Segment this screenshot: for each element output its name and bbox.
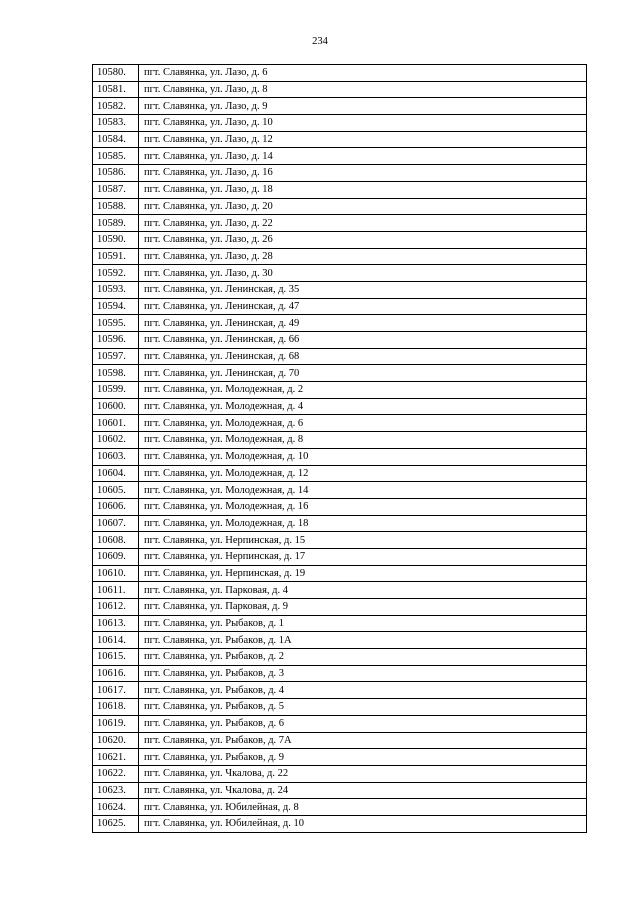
row-number: 10581. <box>93 81 139 98</box>
row-number: 10589. <box>93 215 139 232</box>
row-address: пгт. Славянка, ул. Ленинская, д. 68 <box>139 348 587 365</box>
row-address: пгт. Славянка, ул. Лазо, д. 28 <box>139 248 587 265</box>
row-address: пгт. Славянка, ул. Лазо, д. 20 <box>139 198 587 215</box>
row-number: 10583. <box>93 115 139 132</box>
row-number: 10625. <box>93 815 139 832</box>
row-address: пгт. Славянка, ул. Рыбаков, д. 4 <box>139 682 587 699</box>
row-number: 10603. <box>93 448 139 465</box>
address-table-body <box>93 65 587 833</box>
row-address: пгт. Славянка, ул. Ленинская, д. 70 <box>139 365 587 382</box>
table-row <box>93 465 587 482</box>
row-number: 10582. <box>93 98 139 115</box>
row-address: пгт. Славянка, ул. Лазо, д. 8 <box>139 81 587 98</box>
row-number: 10592. <box>93 265 139 282</box>
table-row <box>93 482 587 499</box>
row-address: пгт. Славянка, ул. Нерпинская, д. 19 <box>139 565 587 582</box>
row-number: 10623. <box>93 782 139 799</box>
row-number: 10621. <box>93 749 139 766</box>
row-address: пгт. Славянка, ул. Молодежная, д. 2 <box>139 382 587 399</box>
row-address: пгт. Славянка, ул. Ленинская, д. 35 <box>139 281 587 298</box>
table-row <box>93 248 587 265</box>
row-number: 10587. <box>93 181 139 198</box>
table-row <box>93 148 587 165</box>
row-number: 10590. <box>93 231 139 248</box>
row-number: 10602. <box>93 432 139 449</box>
row-number: 10622. <box>93 765 139 782</box>
row-address: пгт. Славянка, ул. Юбилейная, д. 10 <box>139 815 587 832</box>
row-number: 10620. <box>93 732 139 749</box>
row-number: 10610. <box>93 565 139 582</box>
row-number: 10613. <box>93 615 139 632</box>
table-row <box>93 732 587 749</box>
table-row <box>93 131 587 148</box>
page-number: 234 <box>312 36 328 47</box>
table-row <box>93 198 587 215</box>
row-address: пгт. Славянка, ул. Молодежная, д. 10 <box>139 448 587 465</box>
row-number: 10617. <box>93 682 139 699</box>
table-row <box>93 632 587 649</box>
row-address: пгт. Славянка, ул. Юбилейная, д. 8 <box>139 799 587 816</box>
row-address: пгт. Славянка, ул. Лазо, д. 22 <box>139 215 587 232</box>
row-address: пгт. Славянка, ул. Нерпинская, д. 17 <box>139 548 587 565</box>
table-row <box>93 382 587 399</box>
table-row <box>93 649 587 666</box>
row-number: 10611. <box>93 582 139 599</box>
row-address: пгт. Славянка, ул. Молодежная, д. 16 <box>139 498 587 515</box>
row-number: 10604. <box>93 465 139 482</box>
table-row <box>93 98 587 115</box>
row-address: пгт. Славянка, ул. Парковая, д. 4 <box>139 582 587 599</box>
row-address: пгт. Славянка, ул. Лазо, д. 14 <box>139 148 587 165</box>
row-address: пгт. Славянка, ул. Молодежная, д. 6 <box>139 415 587 432</box>
table-row <box>93 749 587 766</box>
row-number: 10580. <box>93 65 139 82</box>
row-number: 10596. <box>93 332 139 349</box>
row-address: пгт. Славянка, ул. Нерпинская, д. 15 <box>139 532 587 549</box>
table-row <box>93 515 587 532</box>
row-address: пгт. Славянка, ул. Рыбаков, д. 1А <box>139 632 587 649</box>
row-number: 10605. <box>93 482 139 499</box>
row-address: пгт. Славянка, ул. Лазо, д. 10 <box>139 115 587 132</box>
row-address: пгт. Славянка, ул. Рыбаков, д. 9 <box>139 749 587 766</box>
table-row <box>93 582 587 599</box>
table-row <box>93 265 587 282</box>
row-number: 10591. <box>93 248 139 265</box>
row-number: 10606. <box>93 498 139 515</box>
row-number: 10594. <box>93 298 139 315</box>
table-row <box>93 532 587 549</box>
row-number: 10584. <box>93 131 139 148</box>
row-number: 10614. <box>93 632 139 649</box>
row-number: 10616. <box>93 665 139 682</box>
table-row <box>93 432 587 449</box>
row-address: пгт. Славянка, ул. Молодежная, д. 18 <box>139 515 587 532</box>
row-address: пгт. Славянка, ул. Ленинская, д. 66 <box>139 332 587 349</box>
row-address: пгт. Славянка, ул. Лазо, д. 18 <box>139 181 587 198</box>
row-address: пгт. Славянка, ул. Рыбаков, д. 2 <box>139 649 587 666</box>
table-row <box>93 665 587 682</box>
row-number: 10585. <box>93 148 139 165</box>
row-address: пгт. Славянка, ул. Молодежная, д. 12 <box>139 465 587 482</box>
row-number: 10612. <box>93 599 139 616</box>
table-row <box>93 65 587 82</box>
row-number: 10597. <box>93 348 139 365</box>
row-number: 10609. <box>93 548 139 565</box>
row-number: 10588. <box>93 198 139 215</box>
table-row <box>93 281 587 298</box>
table-row <box>93 699 587 716</box>
row-address: пгт. Славянка, ул. Рыбаков, д. 1 <box>139 615 587 632</box>
table-row <box>93 799 587 816</box>
row-number: 10599. <box>93 382 139 399</box>
row-address: пгт. Славянка, ул. Рыбаков, д. 3 <box>139 665 587 682</box>
row-number: 10615. <box>93 649 139 666</box>
row-number: 10607. <box>93 515 139 532</box>
table-row <box>93 765 587 782</box>
row-number: 10601. <box>93 415 139 432</box>
table-row <box>93 715 587 732</box>
row-address: пгт. Славянка, ул. Молодежная, д. 4 <box>139 398 587 415</box>
table-row <box>93 298 587 315</box>
table-row <box>93 599 587 616</box>
table-row <box>93 165 587 182</box>
row-number: 10600. <box>93 398 139 415</box>
row-address: пгт. Славянка, ул. Парковая, д. 9 <box>139 599 587 616</box>
row-address: пгт. Славянка, ул. Лазо, д. 16 <box>139 165 587 182</box>
table-row <box>93 565 587 582</box>
table-row <box>93 348 587 365</box>
table-row <box>93 398 587 415</box>
row-address: пгт. Славянка, ул. Рыбаков, д. 6 <box>139 715 587 732</box>
address-table <box>92 64 587 833</box>
row-address: пгт. Славянка, ул. Ленинская, д. 49 <box>139 315 587 332</box>
row-address: пгт. Славянка, ул. Лазо, д. 12 <box>139 131 587 148</box>
row-address: пгт. Славянка, ул. Рыбаков, д. 7А <box>139 732 587 749</box>
row-address: пгт. Славянка, ул. Чкалова, д. 22 <box>139 765 587 782</box>
row-number: 10593. <box>93 281 139 298</box>
row-number: 10619. <box>93 715 139 732</box>
row-number: 10624. <box>93 799 139 816</box>
table-row <box>93 415 587 432</box>
row-number: 10586. <box>93 165 139 182</box>
table-row <box>93 615 587 632</box>
table-row <box>93 682 587 699</box>
table-row <box>93 498 587 515</box>
row-address: пгт. Славянка, ул. Лазо, д. 26 <box>139 231 587 248</box>
row-address: пгт. Славянка, ул. Ленинская, д. 47 <box>139 298 587 315</box>
table-row <box>93 815 587 832</box>
row-number: 10595. <box>93 315 139 332</box>
row-number: 10598. <box>93 365 139 382</box>
table-row <box>93 365 587 382</box>
row-address: пгт. Славянка, ул. Молодежная, д. 8 <box>139 432 587 449</box>
table-row <box>93 448 587 465</box>
table-row <box>93 332 587 349</box>
table-row <box>93 548 587 565</box>
row-address: пгт. Славянка, ул. Лазо, д. 6 <box>139 65 587 82</box>
row-address: пгт. Славянка, ул. Молодежная, д. 14 <box>139 482 587 499</box>
row-address: пгт. Славянка, ул. Лазо, д. 30 <box>139 265 587 282</box>
row-address: пгт. Славянка, ул. Чкалова, д. 24 <box>139 782 587 799</box>
table-row <box>93 782 587 799</box>
row-address: пгт. Славянка, ул. Лазо, д. 9 <box>139 98 587 115</box>
row-address: пгт. Славянка, ул. Рыбаков, д. 5 <box>139 699 587 716</box>
row-number: 10618. <box>93 699 139 716</box>
table-row <box>93 315 587 332</box>
table-row <box>93 115 587 132</box>
table-row <box>93 181 587 198</box>
row-number: 10608. <box>93 532 139 549</box>
table-row <box>93 81 587 98</box>
table-row <box>93 215 587 232</box>
table-row <box>93 231 587 248</box>
